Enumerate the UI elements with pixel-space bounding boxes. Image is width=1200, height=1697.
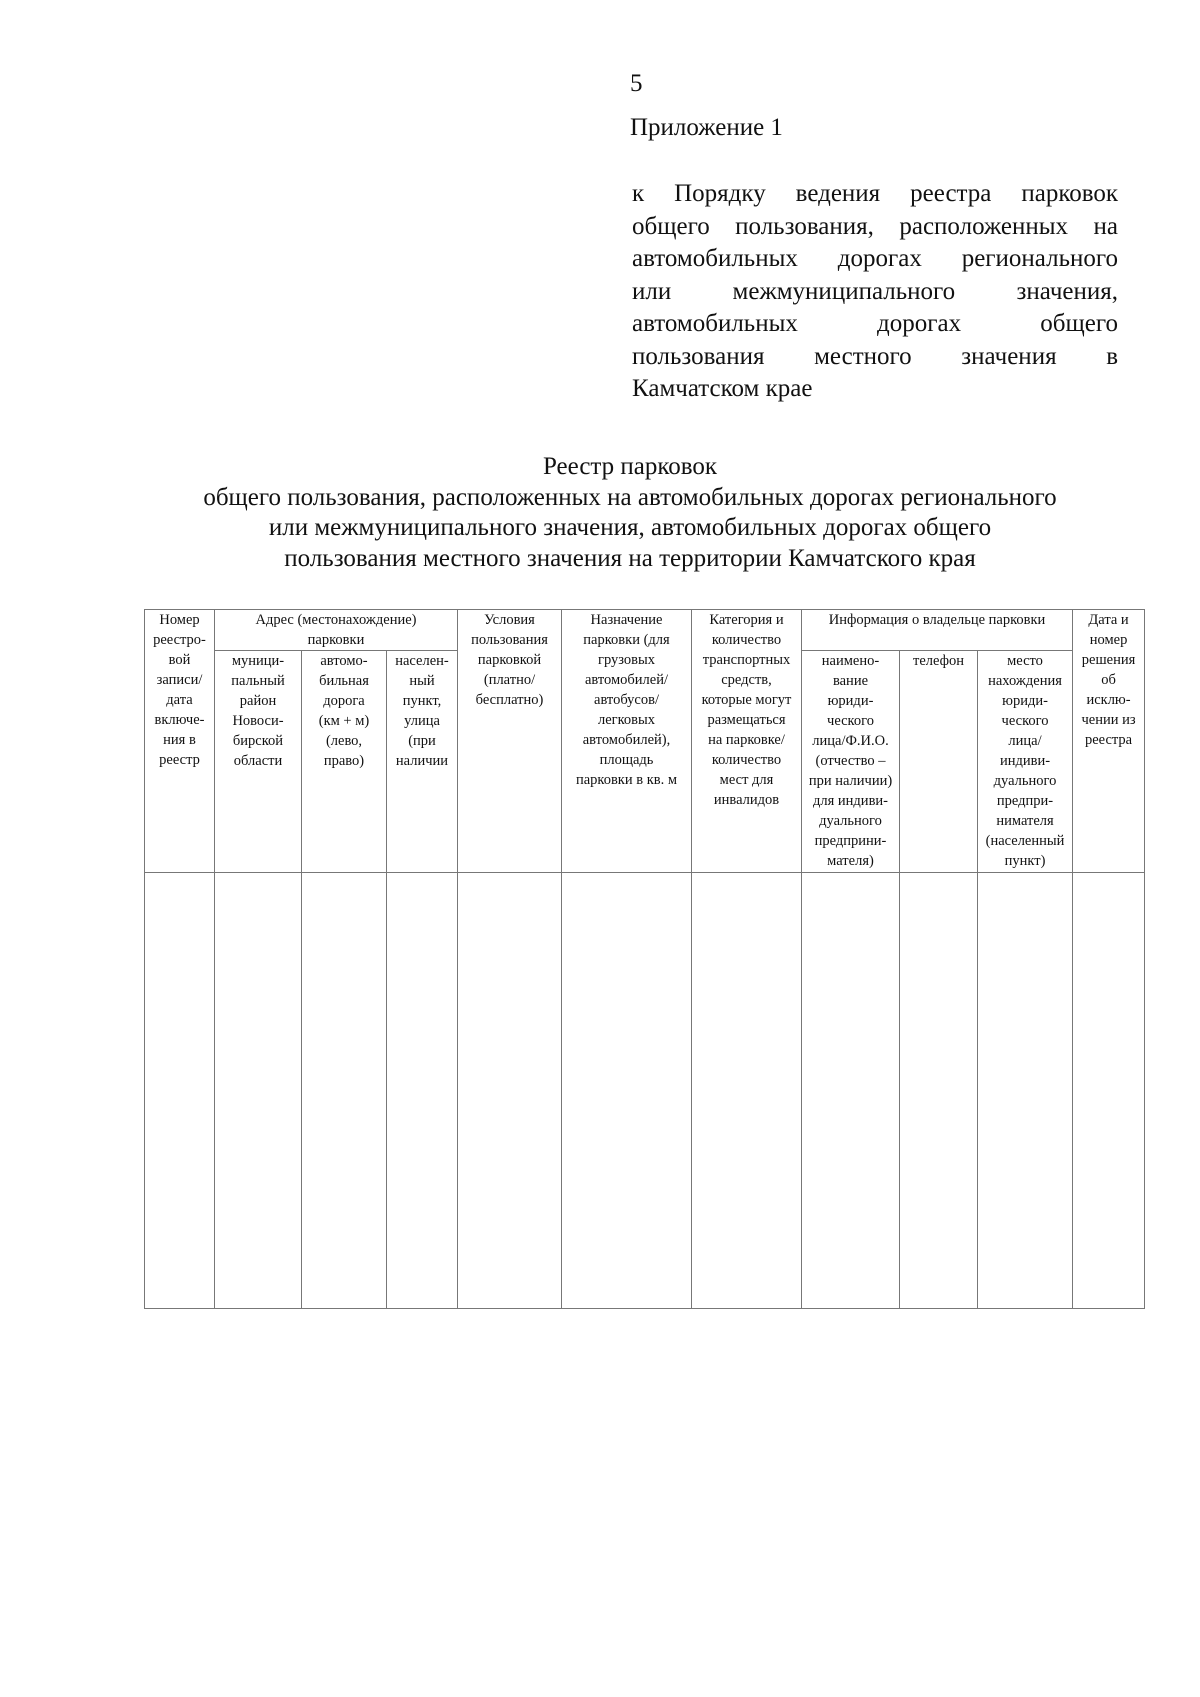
- table-cell: [302, 873, 387, 1309]
- reference-line: или межмуниципального значения,: [632, 277, 1118, 305]
- table-cell: [145, 873, 215, 1309]
- table-cell: [1073, 873, 1145, 1309]
- page-number: 5: [630, 70, 643, 97]
- header-record-number: Номер реестро- вой записи/ дата включе- ния в реестр: [145, 610, 215, 873]
- header-phone: телефон: [900, 651, 978, 873]
- appendix-label: Приложение 1: [630, 114, 783, 141]
- reference-line: к Порядку ведения реестра парковок: [632, 180, 1118, 207]
- table-cell: [692, 873, 802, 1309]
- table-cell: [387, 873, 458, 1309]
- header-exclusion: Дата и номер решения об исклю- чении из реестра: [1073, 610, 1145, 873]
- header-settlement: населен- ный пункт, улица (при наличии: [387, 651, 458, 873]
- table-cell: [802, 873, 900, 1309]
- reference-line: пользования местного значения в: [632, 342, 1118, 370]
- document-title: [130, 452, 1130, 574]
- reference-line: Камчатском крае: [632, 375, 813, 402]
- header-owner-name: наимено- вание юриди- ческого лица/Ф.И.О. (отчество – при наличии) для индиви- дуального предприни- мателя): [802, 651, 900, 873]
- reference-block: [632, 178, 1118, 406]
- header-usage-terms: Условия пользования парковкой (платно/ бесплатно): [458, 610, 562, 873]
- table-row: [145, 873, 1145, 1309]
- table-cell: [978, 873, 1073, 1309]
- title-line: пользования местного значения на территории Камчатского края: [284, 544, 976, 572]
- table-cell: [458, 873, 562, 1309]
- title-line: Реестр парковок: [542, 453, 718, 480]
- registry-table: [144, 609, 1145, 1309]
- title-line: общего пользования, расположенных на автомобильных дорогах регионального: [203, 483, 1057, 511]
- header-owner-group: Информация о владельце парковки: [802, 610, 1073, 651]
- table-cell: [562, 873, 692, 1309]
- header-purpose: Назначение парковки (для грузовых автомобилей/ автобусов/ легковых автомобилей), площадь парковки в кв. м: [562, 610, 692, 873]
- header-category: Категория и количество транспортных средств, которые могут размещаться на парковке/ количество мест для инвалидов: [692, 610, 802, 873]
- title-line: или межмуниципального значения, автомобильных дорогах общего: [268, 514, 992, 541]
- reference-line: общего пользования, расположенных на: [632, 212, 1118, 240]
- header-location: место нахождения юриди- ческого лица/ индиви- дуального предпри- нимателя (населенный пункт): [978, 651, 1073, 873]
- table-cell: [900, 873, 978, 1309]
- reference-line: автомобильных дорогах регионального: [632, 245, 1118, 272]
- header-municipal-district: муници- пальный район Новоси- бирской области: [215, 651, 302, 873]
- reference-line: автомобильных дорогах общего: [632, 310, 1118, 337]
- header-address-group: Адрес (местонахождение) парковки: [215, 610, 458, 651]
- table-cell: [215, 873, 302, 1309]
- header-road: автомо- бильная дорога (км + м) (лево, право): [302, 651, 387, 873]
